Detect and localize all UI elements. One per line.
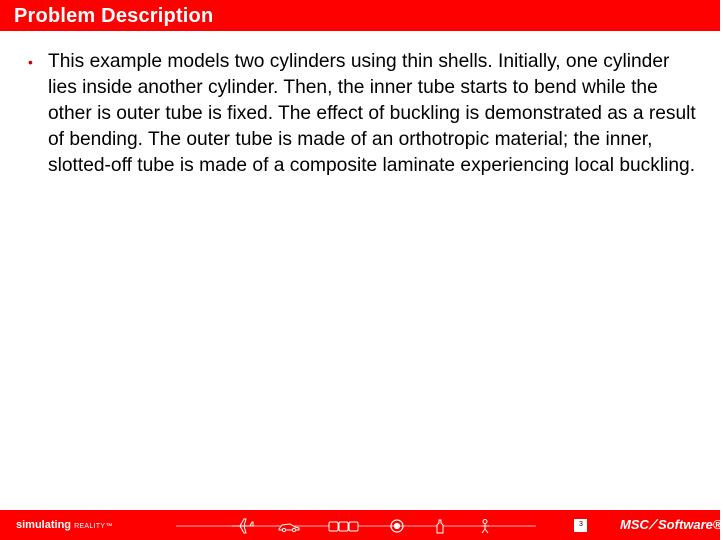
footer-bar	[0, 510, 723, 540]
tagline-main: simulating	[16, 519, 72, 531]
tagline-small: REALITY™	[74, 523, 113, 530]
footer-tagline	[16, 518, 113, 534]
footer-icon-strip	[176, 518, 536, 534]
airplane-icon	[232, 519, 254, 533]
msc-software-logo	[620, 517, 723, 533]
bullet-text: This example models two cylinders using thin shells. Initially, one cylinder lies inside another cylinder. Then, the inner tube starts to bend while the other is outer tube is fixed. The effect of buckling is demonstrated as a result of bending. The outer tube is made of an orthotropic material; the inner, slotted-off tube is made of a composite laminate experiencing local buckling.	[48, 51, 696, 176]
logo-text-right: Software	[658, 517, 713, 532]
bullet-icon: •	[28, 54, 33, 70]
slide-title: Problem Description	[14, 5, 214, 27]
train-icon	[329, 522, 358, 531]
car-icon	[279, 524, 299, 532]
person-icon	[481, 520, 489, 534]
title-bar	[0, 0, 720, 31]
swoosh-icon: ⟋	[648, 517, 658, 532]
page-number: 3	[579, 521, 583, 528]
logo-text-left: MSC	[620, 517, 649, 532]
registered-mark: ®	[712, 517, 723, 532]
bottle-icon	[437, 520, 443, 533]
footer-icons	[176, 518, 536, 534]
